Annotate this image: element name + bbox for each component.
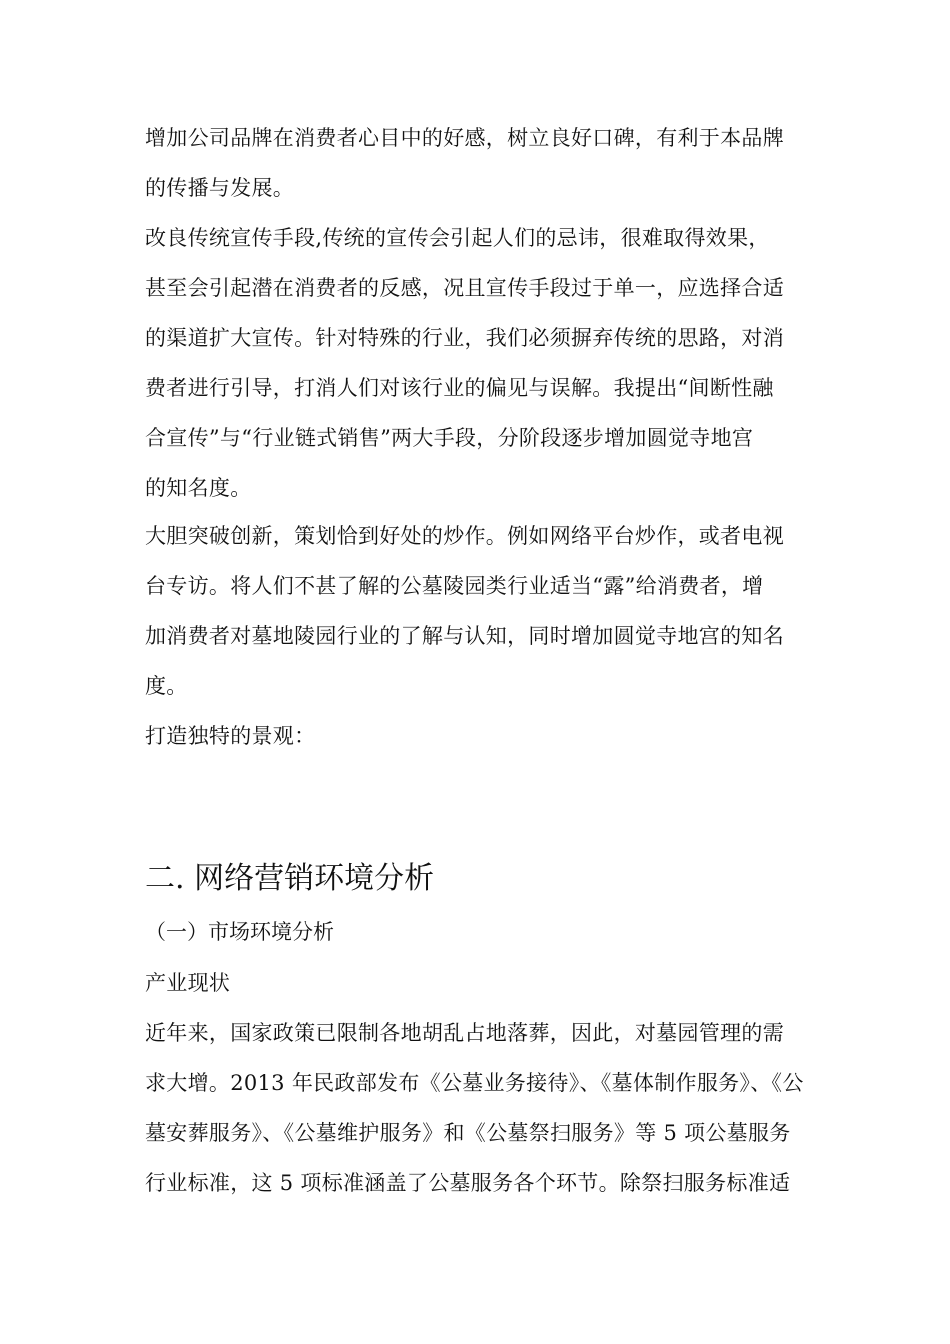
text-line: 大胆突破创新，策划恰到好处的炒作。例如网络平台炒作，或者电视 — [145, 524, 784, 548]
subsection-heading: （一）市场环境分析 — [145, 920, 334, 944]
section-heading: 二. 网络营销环境分析 — [145, 861, 435, 896]
text-line: 墓安葬服务》、《公墓维护服务》和《公墓祭扫服务》等 5 项公墓服务 — [145, 1121, 791, 1145]
text-line: 台专访。将人们不甚了解的公墓陵园类行业适当“露”给消费者，增 — [145, 574, 764, 598]
text-line: 甚至会引起潜在消费者的反感，况且宣传手段过于单一，应选择合适 — [145, 276, 784, 300]
text-line: 行业标准，这 5 项标准涵盖了公墓服务各个环节。除祭扫服务标准适 — [145, 1171, 791, 1195]
text-line: 的传播与发展。 — [145, 176, 295, 200]
text-line: 近年来，国家政策已限制各地胡乱占地落葬，因此，对墓园管理的需 — [145, 1021, 784, 1045]
paragraph-innovation — [145, 511, 810, 711]
text-line: 增加公司品牌在消费者心目中的好感，树立良好口碑，有利于本品牌 — [145, 126, 784, 150]
text-line: 的渠道扩大宣传。针对特殊的行业，我们必须摒弃传统的思路，对消 — [145, 326, 784, 350]
text-line: 求大增。2013 年民政部发布《公墓业务接待》、《墓体制作服务》、《公 — [145, 1071, 804, 1095]
paragraph-brand-goodwill — [145, 113, 810, 213]
text-line: 产业现状 — [145, 971, 231, 995]
text-line: 度。 — [145, 674, 188, 698]
text-line: 的知名度。 — [145, 476, 252, 500]
text-line: 改良传统宣传手段,传统的宣传会引起人们的忌讳，很难取得效果， — [145, 226, 770, 250]
text-line: 费者进行引导，打消人们对该行业的偏见与误解。我提出“间断性融 — [145, 376, 774, 400]
text-line: 合宣传”与“行业链式销售”两大手段，分阶段逐步增加圆觉寺地宫 — [145, 426, 754, 450]
text-line: 加消费者对墓地陵园行业的了解与认知，同时增加圆觉寺地宫的知名 — [145, 624, 784, 648]
paragraph-industry-status-label — [145, 958, 810, 1008]
paragraph-landscape — [145, 711, 810, 761]
paragraph-industry-status — [145, 1008, 810, 1208]
paragraph-improve-promotion — [145, 213, 810, 513]
text-line: 打造独特的景观： — [145, 724, 316, 748]
